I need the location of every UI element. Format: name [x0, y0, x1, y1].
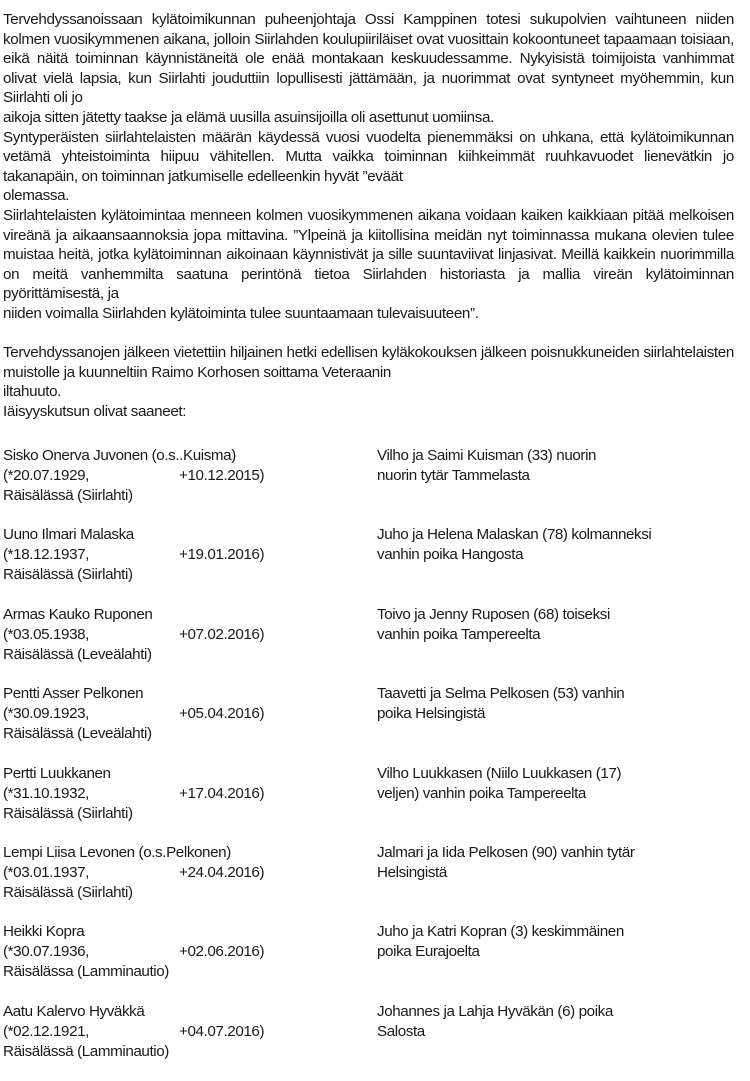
death-date: +24.04.2016): [179, 863, 265, 881]
family-line: Johannes ja Lahja Hyväkän (6) poika: [377, 1002, 613, 1020]
paragraph-last-line: olemassa.: [3, 187, 70, 205]
birthplace: Räisälässä (Leveälahti): [3, 725, 152, 743]
paragraph-decline: [3, 128, 734, 206]
paragraph-memorial: [3, 343, 734, 402]
birth-date: (*31.10.1932,: [3, 784, 89, 802]
person-details: [3, 922, 333, 982]
paragraph-spacer: [3, 324, 734, 344]
person-name: Sisko Onerva Juvonen (o.s..Kuisma): [3, 447, 236, 464]
family-details: [377, 1002, 743, 1042]
birthplace: Räisälässä (Siirlahti): [3, 566, 133, 584]
birthplace: Räisälässä (Siirlahti): [3, 804, 133, 822]
birth-date: (*20.07.1929,: [3, 467, 89, 484]
person-name: Armas Kauko Ruponen: [3, 605, 153, 623]
deceased-entry: [3, 764, 743, 843]
person-details: [3, 525, 333, 585]
family-line: Vilho Luukkasen (Niilo Luukkasen (17): [377, 764, 622, 782]
paragraph-text: Siirlahtelaisten kylätoimintaa menneen kolmen vuosikymmenen aikana voidaan kaiken kaikkiaan pitää melkoisen vireänä ja aikaansaannoksia jopa mittavina. ”Ylpeinä ja kiitollisina meidän nyt toiminnassa mukana olevien tulee muistaa heitä, jotka kylätoiminnan aikoinaan käynnistivät ja sille suuntaviivat linjasivat. Meillä kaikkein nuorimmilla on meitä vanhemmilta saatuna perintönä tietoa Siirlahden historiasta ja mallia vireän kylätoiminnan pyörittämisestä, ja: [3, 206, 734, 303]
person-details: [3, 684, 333, 744]
birthplace: Räisälässä (Siirlahti): [3, 487, 133, 504]
birthplace: Räisälässä (Lamminautio): [3, 1042, 169, 1060]
family-line: Salosta: [377, 1022, 425, 1040]
family-details: [377, 764, 743, 804]
family-line: Juho ja Katri Kopran (3) keskimmäinen: [377, 923, 624, 941]
birthplace: Räisälässä (Leveälahti): [3, 645, 152, 663]
deceased-entry: [3, 446, 743, 525]
family-line: poika Helsingistä: [377, 705, 486, 723]
paragraph-greeting: [3, 10, 734, 128]
birth-date: (*02.12.1921,: [3, 1022, 89, 1040]
family-details: [377, 922, 743, 962]
life-dates: [3, 942, 333, 962]
person-name: Aatu Kalervo Hyväkkä: [3, 1002, 145, 1020]
birth-date: (*18.12.1937,: [3, 546, 89, 564]
deceased-list-heading: [3, 402, 734, 422]
deceased-entry: [3, 605, 743, 684]
person-details: [3, 446, 333, 506]
deceased-list: [3, 446, 743, 1081]
paragraph-last-line: niiden voimalla Siirlahden kylätoiminta tulee suuntaamaan tulevaisuuteen”.: [3, 304, 479, 322]
family-details: [377, 446, 743, 486]
paragraph-text: Syntyperäisten siirlahtelaisten määrän käydessä vuosi vuodelta pienemmäksi on uhkana, että kylätoimikunnan vetämä yhteistoiminta hiipuu vähitellen. Mutta vaikka toiminnan kiihkeimmät ruuhkavuodet lienevätkin jo takanapäin, on toiminnan jatkumiselle edelleenkin hyvät ”eväät: [3, 128, 734, 185]
family-details: [377, 843, 743, 883]
family-line: Taavetti ja Selma Pelkosen (53) vanhin: [377, 685, 625, 703]
death-date: +04.07.2016): [179, 1022, 265, 1040]
deceased-entry: [3, 843, 743, 922]
paragraph-last-line: iltahuuto.: [3, 383, 62, 401]
person-name: Uuno Ilmari Malaska: [3, 526, 134, 544]
family-details: [377, 605, 743, 645]
life-dates: [3, 704, 333, 724]
birthplace: Räisälässä (Siirlahti): [3, 883, 133, 901]
person-details: [3, 764, 333, 824]
death-date: +05.04.2016): [179, 705, 265, 723]
birth-date: (*30.07.1936,: [3, 943, 89, 961]
person-name: Pertti Luukkanen: [3, 764, 111, 782]
family-line: vanhin poika Hangosta: [377, 546, 524, 564]
life-dates: [3, 863, 333, 883]
birth-date: (*30.09.1923,: [3, 705, 89, 723]
family-line: poika Eurajoelta: [377, 943, 480, 961]
person-details: [3, 1002, 333, 1062]
family-line: Helsingistä: [377, 863, 447, 881]
family-details: [377, 684, 743, 724]
death-date: +17.04.2016): [179, 784, 265, 802]
person-name: Pentti Asser Pelkonen: [3, 685, 144, 703]
heading-text: Iäisyyskutsun olivat saaneet:: [3, 402, 187, 420]
birthplace: Räisälässa (Lamminautio): [3, 963, 169, 981]
deceased-entry: [3, 922, 743, 1001]
birth-date: (*03.05.1938,: [3, 625, 89, 643]
death-date: +02.06.2016): [179, 943, 265, 961]
person-details: [3, 605, 333, 665]
deceased-entry: [3, 525, 743, 604]
person-name: Lempi Liisa Levonen (o.s.Pelkonen): [3, 843, 231, 861]
paragraph-last-line: aikoja sitten jätetty taakse ja elämä uusilla asuinsijoilla oli asettunut uomiinsa.: [3, 108, 494, 126]
family-line: nuorin tytär Tammelasta: [377, 467, 530, 484]
family-line: vanhin poika Tampereelta: [377, 625, 541, 643]
life-dates: [3, 545, 333, 565]
family-line: Vilho ja Saimi Kuisman (33) nuorin: [377, 447, 597, 464]
death-date: +19.01.2016): [179, 546, 265, 564]
deceased-entry: [3, 684, 743, 763]
family-line: Toivo ja Jenny Ruposen (68) toiseksi: [377, 605, 610, 623]
death-date: +07.02.2016): [179, 625, 265, 643]
family-details: [377, 525, 743, 565]
person-details: [3, 843, 333, 903]
life-dates: [3, 1022, 333, 1042]
life-dates: [3, 466, 333, 486]
life-dates: [3, 625, 333, 645]
family-line: veljen) vanhin poika Tampereelta: [377, 784, 586, 802]
birth-date: (*03.01.1937,: [3, 863, 89, 881]
paragraph-activity: [3, 206, 734, 324]
paragraph-text: Tervehdyssanoissaan kylätoimikunnan puheenjohtaja Ossi Kamppinen totesi sukupolvien vaihtuneen niiden kolmen vuosikymmenen aikana, jolloin Siirlahden koulupiiriläiset ovat vuosittain kokoontuneet tapaamaan toisiaan, eikä näitä toiminnan käynnistäneitä ole enää montakaan keskuudessamme. Nykyisistä toimijoista vanhimmat olivat vielä lapsia, kun Siirlahti jouduttiin lopullisesti jättämään, ja nuorimmat ovat syntyneet myöhemmin, kun Siirlahti oli jo: [3, 11, 734, 107]
family-line: Jalmari ja Iida Pelkosen (90) vanhin tytär: [377, 843, 635, 861]
person-name: Heikki Kopra: [3, 923, 85, 941]
family-line: Juho ja Helena Malaskan (78) kolmanneksi: [377, 526, 652, 544]
death-date: +10.12.2015): [179, 467, 265, 484]
deceased-entry: [3, 1002, 743, 1081]
life-dates: [3, 784, 333, 804]
paragraph-text: Tervehdyssanojen jälkeen vietettiin hiljainen hetki edellisen kyläkokouksen jälkeen poisnukkuneiden siirlahtelaisten muistolle ja kuunneltiin Raimo Korhosen soittama Veteraanin: [3, 344, 734, 381]
document-body: [3, 10, 734, 421]
